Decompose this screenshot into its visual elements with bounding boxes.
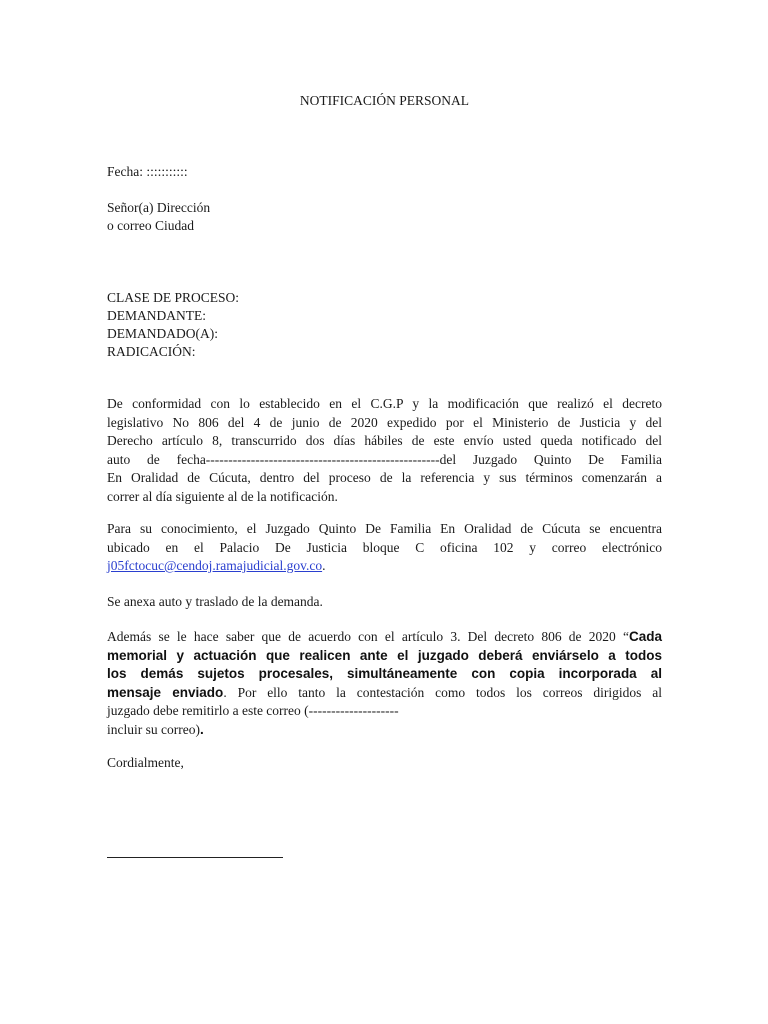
date-label: Fecha:: [107, 164, 143, 179]
paragraph-line: Para su conocimiento, el Juzgado Quinto De Familia En Oralidad de Cúcuta se encuentra: [107, 521, 662, 536]
paragraph-line: De conformidad con lo establecido en el C.G.P y la modificación que realizó el decreto: [107, 396, 662, 411]
paragraph-line: legislativo No 806 del 4 de junio de 2020 expedido por el Ministerio de Justicia y del: [107, 414, 662, 430]
final-period: .: [199, 721, 204, 737]
paragraph-line: [107, 628, 662, 647]
after-bold-text: . Por ello tanto la contestación como todos los correos dirigidos al: [223, 684, 662, 700]
closing: Cordialmente,: [107, 755, 184, 770]
field-radicacion: RADICACIÓN:: [107, 344, 196, 359]
notification-paragraph: [107, 395, 662, 506]
email-line: [107, 557, 662, 576]
addressee-line-1: Señor(a) Dirección: [107, 200, 211, 215]
bold-text: Cada: [628, 629, 662, 644]
field-clase-de-proceso: CLASE DE PROCESO:: [107, 290, 240, 305]
bold-text: mensaje enviado: [107, 684, 224, 700]
addressee-block: [107, 199, 662, 235]
include-email-text: incluir su correo): [107, 721, 200, 737]
bold-line: memorial y actuación que realicen ante el juzgado deberá enviárselo a todos: [107, 647, 662, 663]
document-title: NOTIFICACIÓN PERSONAL: [299, 93, 470, 108]
field-demandado: DEMANDADO(A):: [107, 326, 218, 341]
email-suffix: .: [322, 558, 326, 573]
court-email-link[interactable]: j05fctocuc@cendoj.ramajudicial.gov.co: [107, 558, 323, 573]
decree-paragraph: [107, 628, 662, 739]
paragraph-line: correr al día siguiente al de la notificación.: [107, 488, 338, 504]
paragraph-line: [107, 684, 662, 703]
annex-line: Se anexa auto y traslado de la demanda.: [107, 594, 323, 609]
signature-line: [107, 857, 283, 858]
date-line: [107, 163, 662, 181]
paragraph-line: En Oralidad de Cúcuta, dentro del proceso de la referencia y sus términos comenzarán a: [107, 470, 662, 485]
paragraph-line: juzgado debe remitirlo a este correo (--------------------: [107, 703, 399, 718]
process-fields: [107, 289, 662, 361]
paragraph-line: auto de fecha----------------------------------------------------del Juzgado Quinto De Familia: [107, 451, 662, 467]
addressee-line-2: o correo Ciudad: [107, 218, 194, 233]
bold-line: los demás sujetos procesales, simultáneamente con copia incorporada al: [107, 666, 662, 681]
paragraph-line: Derecho artículo 8, transcurrido dos días hábiles de este envío usted queda notificado del: [107, 433, 662, 448]
decree-intro: Además se le hace saber que de acuerdo con el artículo 3. Del decreto 806 de 2020 “: [107, 629, 629, 644]
paragraph-line: ubicado en el Palacio De Justicia bloque C oficina 102 y correo electrónico: [107, 539, 662, 555]
court-location-paragraph: [107, 520, 662, 576]
paragraph-line: [107, 721, 662, 740]
field-demandante: DEMANDANTE:: [107, 308, 206, 323]
date-value: :::::::::::: [146, 164, 188, 179]
